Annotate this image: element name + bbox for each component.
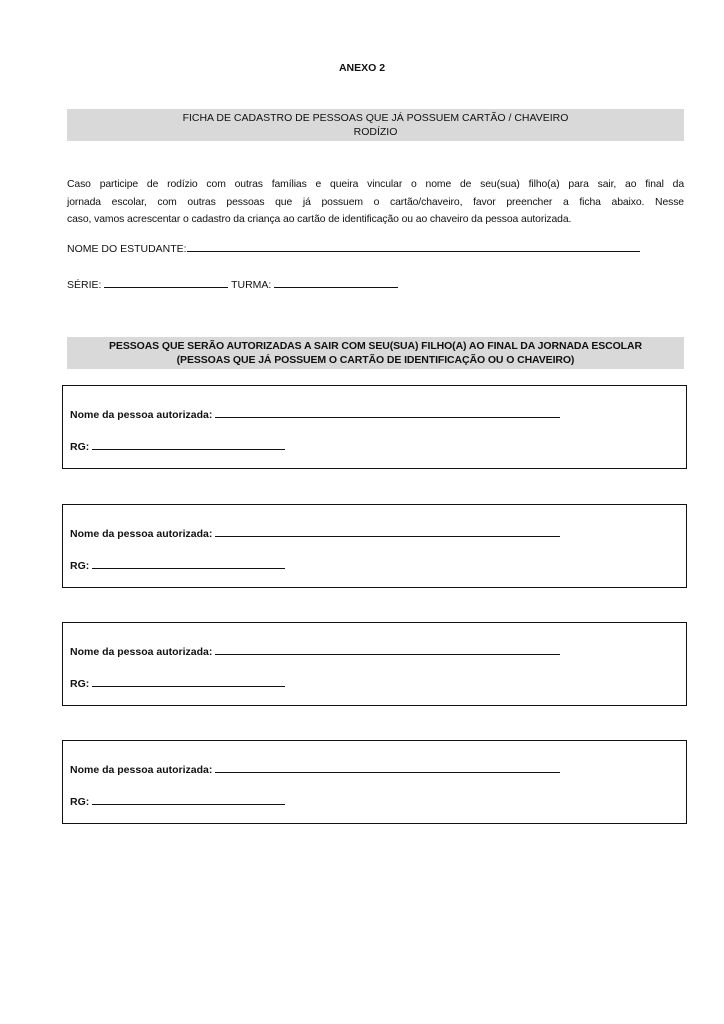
authorized-rg-field [70, 675, 285, 690]
authorized-name-label: Nome da pessoa autorizada: [70, 409, 213, 421]
form-title-banner [67, 109, 684, 141]
turma-input[interactable] [274, 276, 398, 288]
intro-paragraph [67, 176, 684, 229]
intro-line1: Caso participe de rodízio com outras famílias e queira vincular o nome de seu(sua) filho(a) para sair, ao final da [67, 179, 684, 190]
authorized-rg-label: RG: [70, 796, 90, 808]
turma-label: TURMA: [231, 279, 272, 291]
authorized-rg-input[interactable] [92, 793, 285, 805]
authorized-name-label: Nome da pessoa autorizada: [70, 646, 213, 658]
student-name-label: NOME DO ESTUDANTE: [67, 243, 187, 255]
authorized-rg-field [70, 793, 285, 808]
authorized-name-input[interactable] [215, 525, 560, 537]
authorized-banner-line2: (PESSOAS QUE JÁ POSSUEM O CARTÃO DE IDENTIFICAÇÃO OU O CHAVEIRO) [176, 354, 575, 366]
authorized-name-field [70, 643, 560, 658]
authorized-rg-field [70, 557, 285, 572]
document-title: ANEXO 2 [338, 62, 386, 74]
authorized-name-label: Nome da pessoa autorizada: [70, 528, 213, 540]
form-title-line1: FICHA DE CADASTRO DE PESSOAS QUE JÁ POSSUEM CARTÃO / CHAVEIRO [182, 112, 569, 124]
authorized-name-input[interactable] [215, 643, 560, 655]
authorized-name-input[interactable] [215, 406, 560, 418]
serie-input[interactable] [104, 276, 228, 288]
authorized-person-box [62, 622, 687, 706]
authorized-name-field [70, 406, 560, 421]
authorized-persons-banner [67, 337, 684, 369]
student-name-field [67, 240, 640, 255]
intro-line3: caso, vamos acrescentar o cadastro da criança ao cartão de identificação ou ao chaveiro da pessoa autorizada. [67, 214, 572, 225]
authorized-rg-input[interactable] [92, 557, 285, 569]
authorized-rg-field [70, 438, 285, 453]
authorized-banner-line1: PESSOAS QUE SERÃO AUTORIZADAS A SAIR COM SEU(SUA) FILHO(A) AO FINAL DA JORNADA ESCOLAR [109, 340, 642, 352]
intro-line2: jornada escolar, com outras pessoas que já possuem o cartão/chaveiro, favor preencher a ficha abaixo. Nesse [67, 196, 684, 208]
authorized-person-box [62, 504, 687, 588]
authorized-rg-input[interactable] [92, 438, 285, 450]
authorized-person-box [62, 740, 687, 824]
student-name-input[interactable] [187, 240, 640, 252]
authorized-person-box [62, 385, 687, 469]
serie-label: SÉRIE: [67, 279, 102, 291]
authorized-name-input[interactable] [215, 761, 560, 773]
authorized-rg-label: RG: [70, 678, 90, 690]
authorized-rg-label: RG: [70, 441, 90, 453]
authorized-rg-input[interactable] [92, 675, 285, 687]
authorized-name-field [70, 761, 560, 776]
serie-turma-field [67, 276, 398, 291]
authorized-name-label: Nome da pessoa autorizada: [70, 764, 213, 776]
authorized-name-field [70, 525, 560, 540]
form-title-line2: RODÍZIO [353, 126, 398, 138]
authorized-rg-label: RG: [70, 560, 90, 572]
